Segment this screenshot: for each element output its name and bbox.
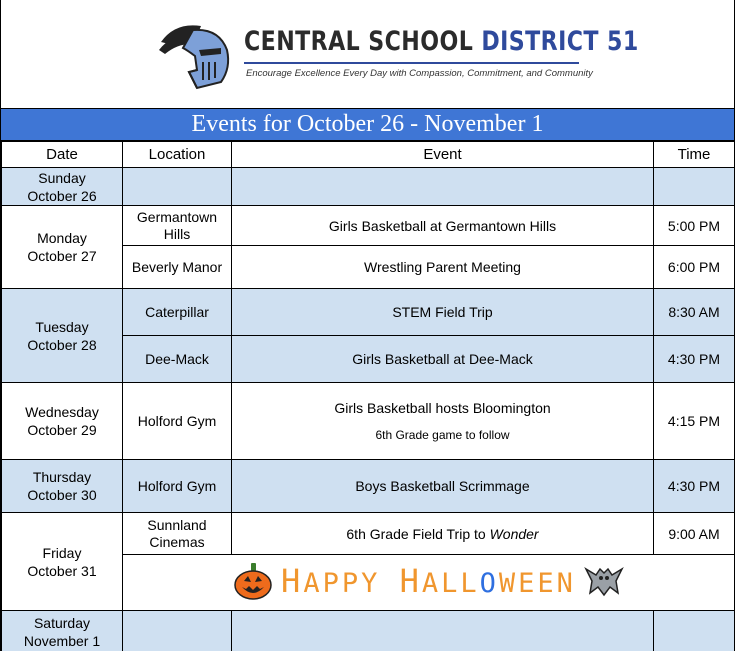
day-date: October 28 [27, 336, 97, 353]
location-cell: Beverly Manor [123, 246, 232, 289]
event-cell [232, 611, 654, 651]
table-row [2, 206, 735, 246]
location-cell: Holford Gym [123, 383, 232, 460]
halloween-art [233, 561, 624, 601]
time-cell [654, 611, 735, 651]
location-cell [123, 611, 232, 651]
day-date: October 29 [27, 422, 97, 438]
day-date: October 31 [27, 562, 97, 579]
district-name [244, 26, 639, 57]
table-header-row [2, 142, 735, 168]
halloween-letter: APPY [303, 568, 400, 599]
column-header-event: Event [232, 142, 654, 168]
event-prefix: 6th Grade Field Trip to [346, 525, 490, 542]
date-cell [2, 460, 123, 513]
day-date: November 1 [23, 632, 101, 649]
spartan-helmet-icon [157, 20, 237, 92]
column-header-time: Time [654, 142, 735, 168]
happy-halloween-banner [123, 555, 735, 611]
day-name: Wednesday [25, 404, 99, 420]
date-cell [2, 206, 123, 289]
date-cell [2, 289, 123, 383]
table-row [2, 168, 735, 206]
day-name: Sunday [38, 169, 86, 186]
event-cell [232, 513, 654, 555]
day-name: Saturday [33, 614, 91, 631]
halloween-letter: H [281, 562, 304, 600]
happy-halloween-text [281, 562, 576, 600]
bat-icon [584, 563, 624, 599]
table-row [2, 513, 735, 555]
time-cell: 4:15 PM [654, 383, 735, 460]
column-header-location: Location [123, 142, 232, 168]
event-cell: Boys Basketball Scrimmage [232, 460, 654, 513]
day-date: October 26 [27, 187, 97, 204]
logo-divider [244, 62, 579, 64]
date-cell [2, 383, 123, 460]
table-row [2, 383, 735, 460]
day-name: Monday [37, 230, 87, 246]
halloween-letter: H [399, 562, 422, 600]
day-name: Friday [42, 544, 82, 561]
time-cell: 4:30 PM [654, 336, 735, 383]
event-title: Girls Basketball hosts Bloomington [334, 400, 551, 416]
day-name: Thursday [32, 469, 92, 485]
district-tagline: Encourage Excellence Every Day with Compassion, Commitment, and Community [246, 68, 593, 79]
location-cell: Germantown Hills [123, 206, 232, 246]
event-cell: STEM Field Trip [232, 289, 654, 336]
event-cell: Wrestling Parent Meeting [232, 246, 654, 289]
date-cell [2, 168, 123, 206]
district-name-part1: CENTRAL SCHOOL [244, 26, 482, 57]
column-header-date: Date [2, 142, 123, 168]
location-cell: Caterpillar [123, 289, 232, 336]
event-movie-title: Wonder [489, 525, 539, 542]
jack-o-lantern-icon [233, 561, 273, 601]
event-cell: Girls Basketball at Germantown Hills [232, 206, 654, 246]
date-cell [2, 611, 123, 651]
location-cell [123, 168, 232, 206]
event-cell [232, 383, 654, 460]
day-date: October 30 [27, 487, 97, 503]
location-cell: Dee-Mack [123, 336, 232, 383]
table-row [2, 460, 735, 513]
time-cell: 8:30 AM [654, 289, 735, 336]
halloween-letter: WEEN [498, 568, 576, 599]
location-cell: Sunnland Cinemas [123, 513, 232, 555]
table-row [2, 289, 735, 336]
events-table [1, 141, 735, 651]
district-logo [1, 0, 734, 108]
table-row [2, 611, 735, 651]
day-date: October 27 [27, 248, 97, 264]
time-cell: 5:00 PM [654, 206, 735, 246]
halloween-letter: ALL [421, 568, 480, 599]
time-cell: 4:30 PM [654, 460, 735, 513]
time-cell: 9:00 AM [654, 513, 735, 555]
day-name: Tuesday [35, 318, 89, 335]
district-name-part2: DISTRICT 51 [481, 26, 639, 57]
halloween-letter: O [479, 568, 499, 599]
page-title: Events for October 26 - November 1 [1, 108, 734, 141]
location-cell: Holford Gym [123, 460, 232, 513]
event-note: 6th Grade game to follow [375, 428, 510, 442]
event-cell: Girls Basketball at Dee-Mack [232, 336, 654, 383]
event-cell [232, 168, 654, 206]
date-cell [2, 513, 123, 611]
time-cell: 6:00 PM [654, 246, 735, 289]
time-cell [654, 168, 735, 206]
